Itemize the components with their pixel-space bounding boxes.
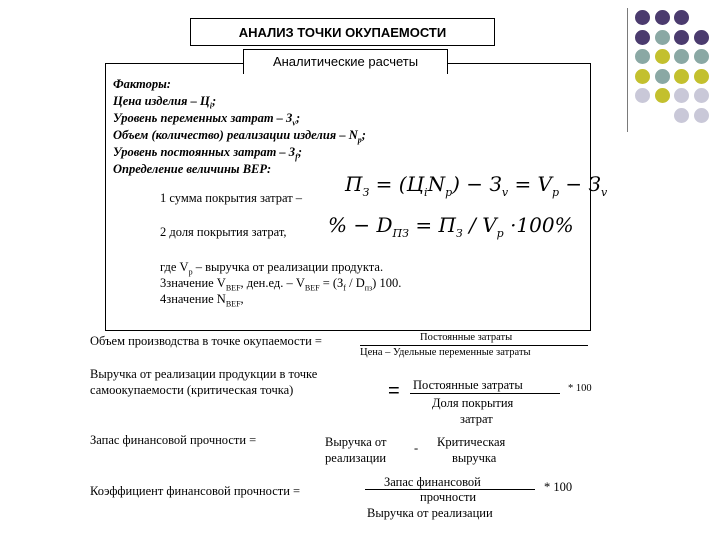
eq2-multiplier: * 100 bbox=[568, 383, 592, 394]
factor-price: Цена изделия – $Ц_i$; bbox=[113, 94, 217, 111]
decorative-dot-teal bbox=[694, 49, 709, 64]
eq3-term1-line1: Выручка от bbox=[325, 435, 387, 449]
decorative-dot-teal bbox=[655, 69, 670, 84]
eq2-denominator-line2: затрат bbox=[460, 412, 493, 426]
decorative-dot-purple bbox=[674, 30, 689, 45]
page-title: АНАЛИЗ ТОЧКИ ОКУПАЕМОСТИ bbox=[190, 18, 495, 46]
eq2-fraction-line bbox=[410, 393, 560, 394]
note-value-vbef: 3значение $V_{BEF}$, ден.ед. – $V_{BEF} = (З_f / D_{пз})$ 100. bbox=[160, 276, 402, 293]
decorative-dot-lavender bbox=[694, 88, 709, 103]
formula-coverage-sum: $П_З = (Ц_iN_p) - З_v = V_p - З_v$ bbox=[345, 172, 608, 199]
eq2-label-line2: самоокупаемости (критическая точка) bbox=[90, 383, 294, 397]
eq3-term2-line1: Критическая bbox=[437, 435, 506, 449]
decorative-dot-olive bbox=[655, 49, 670, 64]
eq2-label-line1: Выручка от реализации продукции в точке bbox=[90, 367, 318, 381]
eq1-numerator: Постоянные затраты bbox=[420, 332, 513, 343]
decorative-dot-purple bbox=[674, 10, 689, 25]
decorative-dot-purple bbox=[655, 10, 670, 25]
eq3-sign: - bbox=[414, 441, 419, 455]
decorative-dot-purple bbox=[635, 30, 650, 45]
eq4-numerator-line1: Запас финансовой bbox=[384, 475, 481, 489]
decorative-dot-purple bbox=[635, 10, 650, 25]
decorative-dot-purple bbox=[694, 30, 709, 45]
decorative-dot-teal bbox=[635, 49, 650, 64]
eq2-denominator-line1: Доля покрытия bbox=[432, 396, 514, 410]
coverage-sum-label: 1 сумма покрытия затрат – bbox=[160, 191, 303, 205]
decorative-dot-lavender bbox=[674, 108, 689, 123]
decorative-dot-grid bbox=[635, 10, 715, 128]
eq1-label: Объем производства в точке окупаемости = bbox=[90, 334, 322, 348]
frame-top-border-left bbox=[105, 63, 243, 64]
decorative-dot-lavender bbox=[635, 88, 650, 103]
eq3-term2-line2: выручка bbox=[452, 451, 497, 465]
formula-coverage-share: % − $D_{ПЗ} = П_З / V_p \cdot 100\%$ bbox=[328, 213, 574, 240]
decorative-dot-lavender bbox=[694, 108, 709, 123]
note-where: где $V_p$ – выручка от реализации продукта. bbox=[160, 260, 384, 277]
decorative-dot-teal bbox=[655, 30, 670, 45]
decorative-dot-olive bbox=[694, 69, 709, 84]
decorative-dot-teal bbox=[674, 49, 689, 64]
coverage-share-label: 2 доля покрытия затрат, bbox=[160, 225, 287, 239]
eq2-numerator: Постоянные затраты bbox=[413, 378, 523, 392]
factor-variable-costs: Уровень переменных затрат – $З_v$; bbox=[113, 111, 301, 128]
decorative-dot-olive bbox=[674, 69, 689, 84]
decorative-dot-lavender bbox=[674, 88, 689, 103]
eq1-denominator: Цена – Удельные переменные затраты bbox=[360, 347, 531, 358]
frame-top-border-right bbox=[448, 63, 591, 64]
decorative-divider bbox=[627, 8, 628, 132]
eq4-numerator-line2: прочности bbox=[420, 490, 477, 504]
section-subtitle: Аналитические расчеты bbox=[243, 49, 448, 74]
factors-heading: Факторы: bbox=[113, 77, 171, 91]
factor-fixed-costs: Уровень постоянных затрат – $З_f$; bbox=[113, 145, 302, 162]
eq2-sign: = bbox=[388, 380, 400, 402]
note-value-nbef: 4значение $N_{BEF}$, bbox=[160, 292, 244, 309]
bep-heading: Определение величины BEP: bbox=[113, 162, 272, 176]
eq3-term1-line2: реализации bbox=[325, 451, 387, 465]
decorative-dot-olive bbox=[635, 69, 650, 84]
eq4-denominator: Выручка от реализации bbox=[367, 506, 493, 520]
factor-volume: Объем (количество) реализации изделия – $N_p$; bbox=[113, 128, 366, 145]
eq1-fraction-line bbox=[360, 345, 588, 346]
eq4-label: Коэффициент финансовой прочности = bbox=[90, 484, 301, 498]
eq4-multiplier: * 100 bbox=[544, 480, 573, 494]
decorative-dot-olive bbox=[655, 88, 670, 103]
eq3-label: Запас финансовой прочности = bbox=[90, 433, 257, 447]
